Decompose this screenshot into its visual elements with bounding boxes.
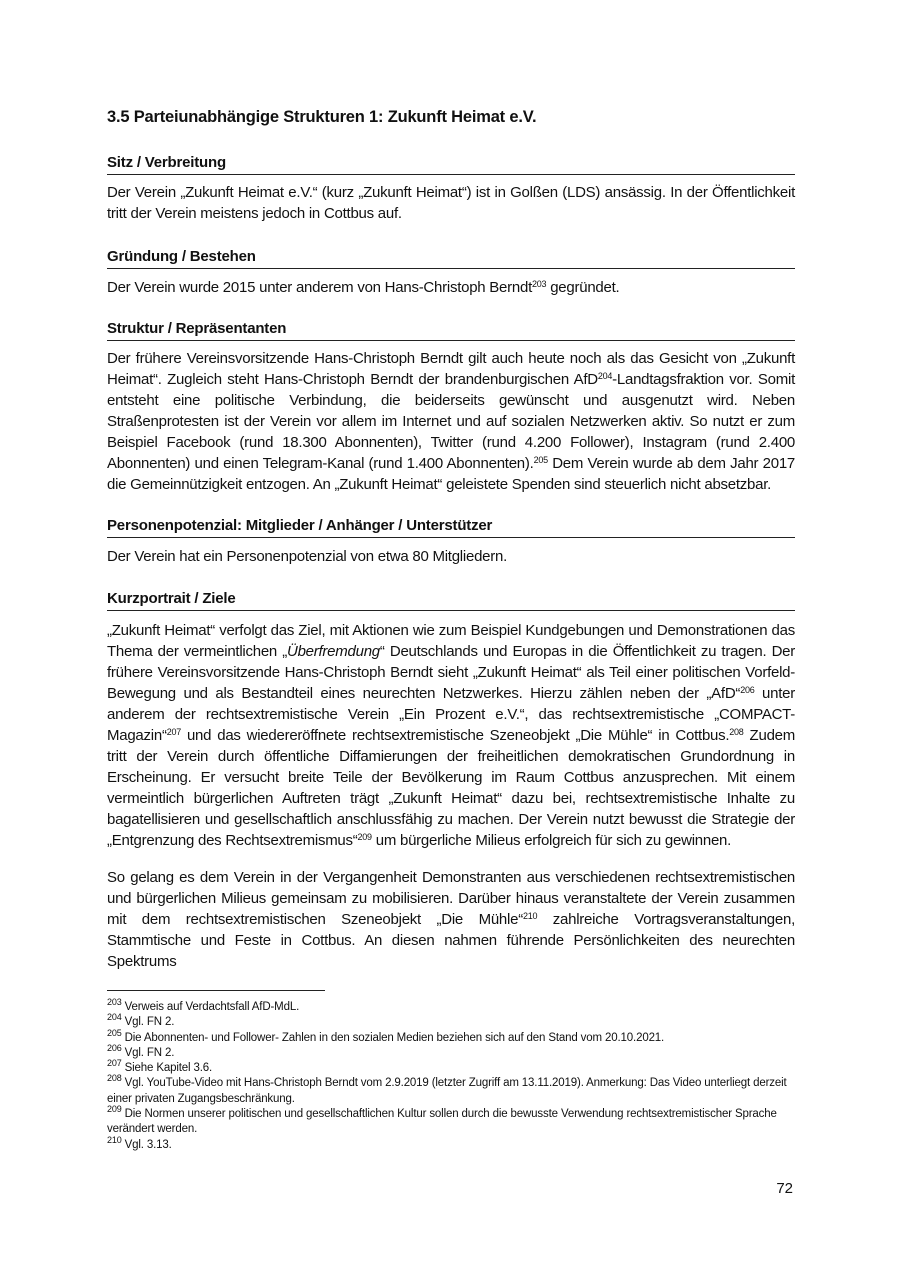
footnote: $^{205}$ Die Abonnenten- und Follower- Zahlen in den sozialen Medien beziehen sich auf den Stand vom 20.10.2021.	[107, 1027, 665, 1044]
footnote-ref[interactable]: 209	[357, 832, 372, 842]
heading-sitz: Sitz / Verbreitung	[107, 154, 795, 175]
footnote: $^{208}$ Vgl. YouTube-Video mit Hans-Christoph Berndt vom 2.9.2019 (letzter Zugriff am 13.11.2019). Anmerkung: Das Video unterliegt derzeit einer privaten Zugangsbeschränkung.	[107, 1073, 787, 1105]
footnote-ref[interactable]: 205	[533, 455, 548, 465]
footnote: $^{207}$ Siehe Kapitel 3.6.	[107, 1058, 213, 1075]
paragraph-struktur: Der frühere Vereinsvorsitzende Hans-Christoph Berndt gilt auch heute noch als das Gesicht von „Zukunft Heimat“. Zugleich steht Hans-Christoph Berndt der brandenburgischen AfD$^{204}$-Landtagsfraktion vor. Somit entsteht eine politische Verbindung, die beiderseits gewünscht und ausgenutzt wird. Neben Straßenprotesten ist der Verein vor allem im Internet und auf sozialen Netzwerken aktiv. So nutzt er zum Beispiel Facebook (rund 18.300 Abonnenten), Twitter (rund 4.200 Follower), Instagram (rund 2.400 Abonnenten) und einen Telegram-Kanal (rund 1.400 Abonnenten).$^{205}$ Dem Verein wurde ab dem Jahr 2017 die Gemeinnützigkeit entzogen. An „Zukunft Heimat“ geleistete Spenden sind steuerlich nicht absetzbar.	[107, 350, 795, 493]
footnote: $^{210}$ Vgl. 3.13.	[107, 1134, 172, 1151]
footnote-ref[interactable]: 210	[522, 911, 538, 921]
paragraph-personenpotenzial: Der Verein hat ein Personenpotenzial von etwa 80 Mitgliedern.	[107, 548, 508, 565]
paragraph-kurzportrait-2: So gelang es dem Verein in der Vergangenheit Demonstranten aus verschiedenen rechtsextremistischen und bürgerlichen Milieus gemeinsam zu mobilisieren. Darüber hinaus veranstaltete der Verein zusammen mit dem rechtsextremistischen Szeneobjekt „Die Mühle“$^{210}$ zahlreiche Vortragsveranstaltungen, Stammtische und Feste in Cottbus. An diesen nahmen führende Persönlichkeiten des neurechten Spektrums	[107, 869, 795, 970]
paragraph-gruendung: Der Verein wurde 2015 unter anderem von Hans-Christoph Berndt$^{203}$ gegründet.	[107, 279, 620, 296]
footnote-ref[interactable]: 206	[740, 685, 755, 695]
footnote: $^{204}$ Vgl. FN 2.	[107, 1012, 175, 1029]
heading-struktur: Struktur / Repräsentanten	[107, 320, 795, 341]
page-number: 72	[776, 1180, 793, 1197]
footnote-ref[interactable]: 204	[597, 371, 613, 381]
footnote-ref[interactable]: 207	[166, 727, 181, 737]
heading-personenpotenzial: Personenpotenzial: Mitglieder / Anhänger / Unterstützer	[107, 517, 795, 538]
footnote: $^{209}$ Die Normen unserer politischen und gesellschaftlichen Kultur sollen durch die bewusste Verwendung rechtsextremistischer Sprache verändert werden.	[107, 1104, 777, 1136]
section-title: 3.5 Parteiunabhängige Strukturen 1: Zukunft Heimat e.V.	[107, 108, 537, 126]
paragraph-sitz: Der Verein „Zukunft Heimat e.V.“ (kurz „Zukunft Heimat“) ist in Golßen (LDS) ansässig. In der Öffentlichkeit tritt der Verein meistens jedoch in Cottbus auf.	[107, 184, 795, 222]
heading-gruendung: Gründung / Bestehen	[107, 248, 795, 269]
footnote-ref[interactable]: 208	[729, 727, 744, 737]
heading-kurzportrait: Kurzportrait / Ziele	[107, 590, 795, 611]
footnote: $^{203}$ Verweis auf Verdachtsfall AfD-MdL.	[107, 997, 300, 1013]
footnotes	[107, 997, 795, 1153]
paragraph-kurzportrait-1: „Zukunft Heimat“ verfolgt das Ziel, mit Aktionen wie zum Beispiel Kundgebungen und Demonstrationen das Thema der vermeintlichen „Überfremdung“ Deutschlands und Europas in die Öffentlichkeit zu tragen. Der frühere Vereinsvorsitzende Hans-Christoph Berndt sieht „Zukunft Heimat“ als Teil einer politischen Vorfeld-Bewegung und als Bestandteil eines neurechten Netzwerkes. Hierzu zählen neben der „AfD“$^{206}$ unter anderem der rechtsextremistische Verein „Ein Prozent e.V.“, das rechtsextremistische „COMPACT-Magazin“$^{207}$ und das wiedereröffnete rechtsextremistische Szeneobjekt „Die Mühle“ in Cottbus.$^{208}$ Zudem tritt der Verein durch öffentliche Diffamierungen der freiheitlichen demokratischen Grundordnung in Erscheinung. Er versucht breite Teile der Bevölkerung im Raum Cottbus anzusprechen. Mit einem vermeintlich bürgerlichen Auftreten trägt „Zukunft Heimat“ dazu bei, rechtsextremistische Inhalte zu bagatellisieren und gesellschaftlich anschlussfähig zu machen. Der Verein nutzt bewusst die Strategie der „Entgrenzung des Rechtsextremismus“$^{209}$ um bürgerliche Milieus erfolgreich für sich zu gewinnen.	[107, 622, 796, 849]
footnote-separator	[107, 990, 325, 991]
footnote-ref[interactable]: 203	[532, 279, 547, 289]
footnote: $^{206}$ Vgl. FN 2.	[107, 1042, 175, 1059]
